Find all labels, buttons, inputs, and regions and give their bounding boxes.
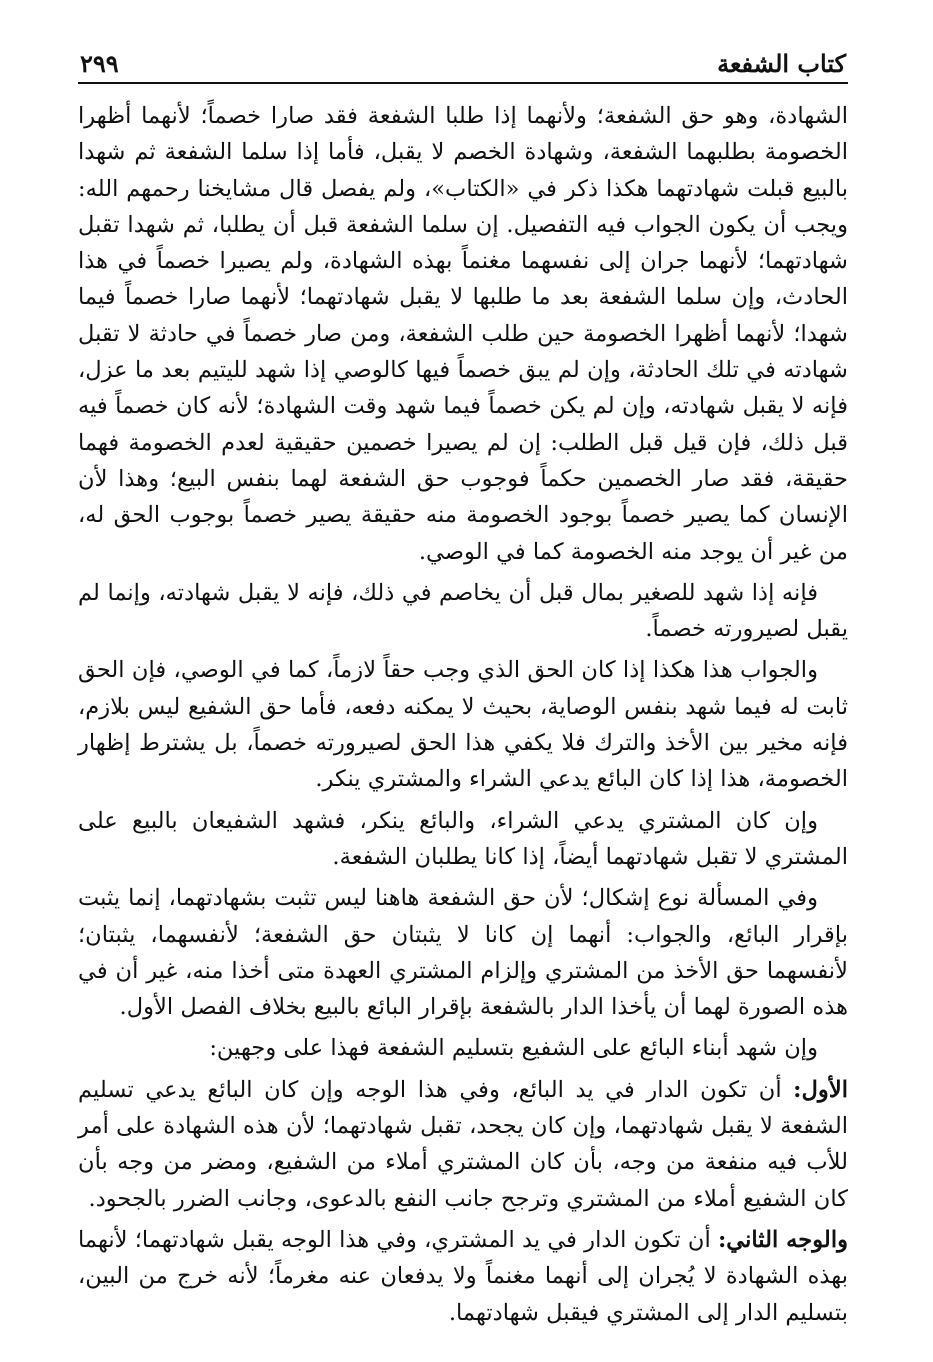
page-header	[78, 40, 848, 84]
paragraph-text: أن تكون الدار في يد البائع، وفي هذا الوجه وإن كان البائع يدعي تسليم الشفعة لا يقبل شهادتهما، وإن كان يجحد، تقبل شهادتهما؛ لأن هذه الشهادة على أمر للأب فيه منفعة من وجه، بأن كان المشتري أملاء من الشفيع، ومضر من وجه بأن كان الشفيع أملاء من المشتري وترجح جانب النفع بالدعوى، وجانب الضرر بالجحود.	[78, 1076, 848, 1212]
paragraph-lead: الأول:	[793, 1076, 848, 1103]
paragraph-text: وفي المسألة نوع إشكال؛ لأن حق الشفعة هاهنا ليس تثبت بشهادتهما، إنما يثبت بإقرار البائع، والجواب: أنهما إن كانا لا يثبتان حق الشفعة؛ لأنفسهما، يثبتان؛ لأنفسهما حق الأخذ من المشتري وإلزام المشتري العهدة متى أخذا منه، غير أن في هذه الصورة لهما أن يأخذا الدار بالشفعة بإقرار البائع بالبيع بخلاف الفصل الأول.	[78, 885, 848, 1021]
paragraph	[78, 1222, 848, 1331]
body-text	[78, 98, 848, 1331]
paragraph	[78, 1072, 848, 1217]
paragraph	[78, 880, 848, 1025]
chapter-title: كتاب الشفعة	[717, 49, 846, 78]
paragraph	[78, 98, 848, 570]
paragraph-text: فإنه إذا شهد للصغير بمال قبل أن يخاصم في ذلك، فإنه لا يقبل شهادته، وإنما لم يقبل لصيرورته خصماً.	[78, 579, 848, 643]
page-number: ٢٩٩	[80, 49, 119, 78]
paragraph	[78, 1030, 848, 1066]
paragraph-text: وإن شهد أبناء البائع على الشفيع بتسليم الشفعة فهذا على وجهين:	[209, 1035, 818, 1062]
paragraph	[78, 575, 848, 648]
paragraph-text: وإن كان المشتري يدعي الشراء، والبائع ينكر، فشهد الشفيعان بالبيع على المشتري لا تقبل شهادتهما أيضاً، إذا كانا يطلبان الشفعة.	[78, 807, 848, 870]
page	[78, 40, 848, 1331]
paragraph	[78, 652, 848, 797]
paragraph-lead: والوجه الثاني:	[717, 1226, 849, 1253]
paragraph-text: الشهادة، وهو حق الشفعة؛ ولأنهما إذا طلبا الشفعة فقد صارا خصماً؛ لأنهما أظهرا الخصومة بطلبهما الشفعة، وشهادة الخصم لا يقبل، فأما إذا سلما الشفعة ثم شهدا بالبيع قبلت شهادتهما هكذا ذكر في «الكتاب»، ولم يفصل قال مشايخنا رحمهم الله: ويجب أن يكون الجواب فيه التفصيل. إن سلما الشفعة قبل أن يطلبا، ثم شهدا تقبل شهادتهما؛ لأنهما جران إلى نفسهما مغنماً بهذه الشهادة، ولم يصيرا خصماً في هذا الحادث، وإن سلما الشفعة بعد ما طلبها لا يقبل شهادتهما؛ لأنهما صارا خصماً فيما شهدا؛ لأنهما أظهرا الخصومة حين طلب الشفعة، ومن صار خصماً في حادثة لا تقبل شهادته في تلك الحادثة، وإن لم يبق خصماً فيها كالوصي إذا شهد لليتيم بعد ما عزل، فإنه لا يقبل شهادته، وإن لم يكن خصماً فيما شهد وقت الشهادة؛ لأنه كان خصماً فيه قبل ذلك، فإن قيل قبل الطلب: إن لم يصيرا خصمين حقيقية لعدم الخصومة فهما حقيقة، فقد صار الخصمين حكماً فوجوب حق الشفعة لهما بنفس البيع؛ وهذا لأن الإنسان كما يصير خصماً بوجود الخصومة منه حقيقة يصير خصماً بوجوب الحق له، من غير أن يوجد منه الخصومة كما في الوصي.	[78, 103, 848, 565]
paragraph-text: والجواب هذا هكذا إذا كان الحق الذي وجب حقاً لازماً، كما في الوصي، فإن الحق ثابت له فيما شهد بنفس الوصاية، بحيث لا يمكنه دفعه، فأما حق الشفيع ليس بلازم، فإنه مخير بين الأخذ والترك فلا يكفي هذا الحق لصيرورته خصماً، بل يشترط إظهار الخصومة، هذا إذا كان البائع يدعي الشراء والمشتري ينكر.	[78, 657, 848, 793]
paragraph	[78, 803, 848, 876]
paragraph-text: أن تكون الدار في يد المشتري، وفي هذا الوجه يقبل شهادتهما؛ لأنهما بهذه الشهادة لا يُجران إلى أنهما مغنماً ولا يدفعان عنه مغرماً؛ لأنه خرج من البين، بتسليم الدار إلى المشتري فيقبل شهادتهما.	[78, 1226, 848, 1326]
